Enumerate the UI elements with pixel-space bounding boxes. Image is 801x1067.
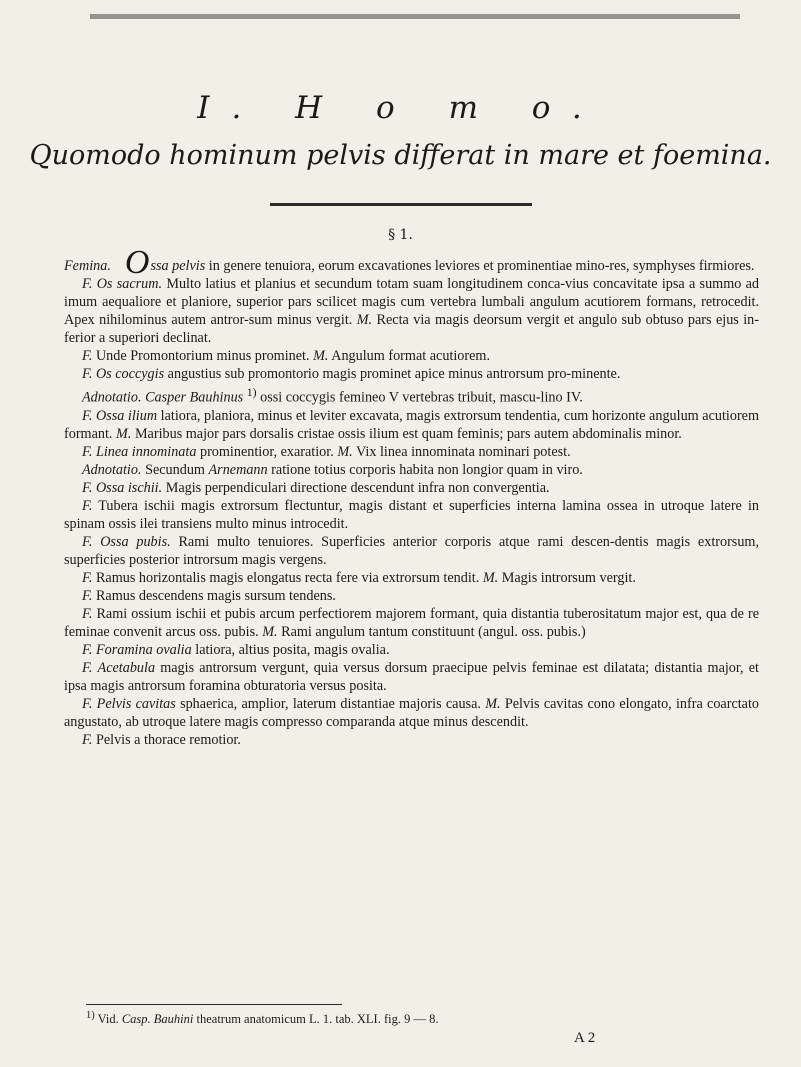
text-run: Rami angulum tantum constituunt (angul. oss. pubis.) xyxy=(277,623,586,640)
sex-marker: F. xyxy=(82,348,93,364)
top-rule xyxy=(90,14,740,19)
text-run: angustius sub promontorio magis prominet apice minus antrorsum pro-minente. xyxy=(164,366,621,382)
sex-marker: F. xyxy=(82,443,93,460)
sex-marker: M. xyxy=(356,312,373,328)
drop-cap: O xyxy=(124,244,150,281)
footnote-author: Casp. Bauhini xyxy=(121,1012,194,1027)
term-label: Acetabula xyxy=(97,659,156,676)
sex-marker: F. xyxy=(82,659,93,676)
footnote-ref: 1) xyxy=(246,385,257,399)
sex-marker: M. xyxy=(262,623,278,640)
paragraph xyxy=(64,275,759,347)
annotation-label: Adnotatio. xyxy=(82,389,142,406)
text-run: Rami ossium ischii et pubis arcum perfectiorem majorem formant, quia distantia tuberositatum major est, qua de re feminae convenit arcus oss. pubis. xyxy=(64,605,759,640)
sex-marker: F. xyxy=(82,587,93,604)
page-title: I. H o m o. xyxy=(197,90,604,126)
text-run: Pelvis a thorace remotior. xyxy=(92,731,241,748)
term-label: Os sacrum. xyxy=(96,276,163,292)
paragraph xyxy=(64,443,759,461)
sex-marker: M. xyxy=(116,425,132,442)
paragraph xyxy=(64,407,759,443)
section-number: § 1. xyxy=(388,227,413,243)
footnote xyxy=(86,1010,756,1027)
sex-marker: F. xyxy=(82,533,93,550)
term-label: ssa pelvis xyxy=(150,258,206,274)
sex-marker: F. xyxy=(82,641,93,658)
text-run: Multo latius et planius et secundum totam suam longitudinem conca-vius concavitate ipsa a summo ad imum aequaliore et planiore, superior pars scilicet magis cum vertebra lumbali angulum acutiorem formans, retrocedit. Apex nihilominus autem antror-sum minus vergit. xyxy=(64,276,760,328)
paragraph xyxy=(64,641,759,659)
paragraph xyxy=(64,605,759,641)
sex-marker: M. xyxy=(485,695,501,712)
paragraph xyxy=(64,695,759,731)
term-label: Foramina ovalia xyxy=(95,641,192,658)
paragraph xyxy=(64,365,759,383)
paragraph xyxy=(64,569,759,587)
text-run: Maribus major pars dorsalis cristae ossis ilium est quam feminis; pars autem abdominalis minor. xyxy=(131,425,682,442)
paragraph xyxy=(64,347,759,365)
paragraph xyxy=(64,587,759,605)
term-label: Linea innominata xyxy=(95,443,197,460)
body-text xyxy=(64,244,760,749)
annotation-paragraph xyxy=(64,383,759,407)
text-run: ratione totius corporis habita non longior quam in viro. xyxy=(267,461,583,478)
text-run: ossi coccygis femineo V vertebras tribuit, mascu-lino IV. xyxy=(256,389,583,406)
annotation-label: Adnotatio. xyxy=(82,461,142,478)
text-run: Angulum format acutiorem. xyxy=(328,348,490,364)
footnote-text: theatrum anatomicum L. 1. tab. XLI. fig. 9 — 8. xyxy=(193,1012,439,1027)
sex-marker: F. xyxy=(82,731,93,748)
page-subtitle: Quomodo hominum pelvis differat in mare et foemina. xyxy=(29,140,772,171)
paragraph xyxy=(64,244,759,281)
text-run: Tubera ischii magis extrorsum flectuntur, magis distant et superficies interna lamina ossea in utroque latere in spinam ossis ilei transiens multo minus introcedit. xyxy=(64,497,759,532)
sex-marker: F. xyxy=(82,276,93,292)
paragraph xyxy=(64,659,759,695)
signature-mark: A 2 xyxy=(574,1030,596,1046)
text-run: latiora, planiora, minus et leviter excavata, magis extrorsum tendentia, cum horizonte angulum acutiorem formant. xyxy=(64,407,760,442)
term-label: Ossa ilium xyxy=(95,407,158,424)
text-run: sphaerica, amplior, laterum distantiae majoris causa. xyxy=(175,695,481,712)
text-run: Rami multo tenuiores. Superficies anterior corporis atque rami descen-dentis magis extrorsum, superficies posterior introrsum magis vergens. xyxy=(64,533,759,568)
sex-marker: F. xyxy=(82,407,93,424)
paragraph xyxy=(64,497,759,533)
sex-marker: F. xyxy=(82,479,93,496)
paragraph xyxy=(64,731,759,749)
term-label: Ossa ischii. xyxy=(95,479,163,496)
text-run: Magis introrsum vergit. xyxy=(498,569,636,586)
paragraph xyxy=(64,533,759,569)
text-run: Recta via magis deorsum vergit et angulo sub obtuso pars ejus in-ferior a superiori declinat. xyxy=(64,312,759,346)
sex-marker: F. xyxy=(82,569,93,586)
sex-marker: M. xyxy=(482,569,499,586)
sex-marker: F. xyxy=(82,605,93,622)
footnote-rule xyxy=(86,1004,342,1005)
text-run: prominentior, exaratior. xyxy=(196,443,334,460)
sex-marker: M. xyxy=(337,443,353,460)
term-label: Os coccygis xyxy=(95,366,165,382)
text-run: Ramus descendens magis sursum tendens. xyxy=(92,587,336,604)
text-run: Ramus horizontalis magis elongatus recta fere via extrorsum tendit. xyxy=(92,569,480,586)
text-run: Secundum xyxy=(141,461,209,478)
cited-author: Arnemann xyxy=(208,461,268,478)
sex-marker: F. xyxy=(82,695,93,712)
sex-marker: F. xyxy=(82,366,93,382)
paragraph xyxy=(64,479,759,497)
text-run: magis antrorsum vergunt, quia versus dorsum praecipue pelvis feminae est dilatata; distantia major, et ipsa magis antrorsum foramina obturatoria versus posita. xyxy=(64,659,759,694)
footnote-mark: 1) xyxy=(86,1010,95,1021)
text-run: Vix linea innominata nominari potest. xyxy=(352,443,571,460)
text-run: Magis perpendiculari directione descendunt infra non convergentia. xyxy=(162,479,550,496)
term-label: Pelvis cavitas xyxy=(96,695,176,712)
text-run: in genere tenuiora, eorum excavationes leviores et prominentiae mino-res, symphyses firmiores. xyxy=(205,258,755,274)
text-run: Unde Promontorium minus prominet. xyxy=(92,348,310,364)
text-run: Pelvis cavitas cono elongato, infra coarctato angustato, ab utroque latere magis compresso comparanda atque minus descendit. xyxy=(64,695,760,730)
cited-author: Casper Bauhinus xyxy=(145,389,244,406)
footnote-text: Vid. xyxy=(94,1012,122,1027)
sex-marker: M. xyxy=(313,348,329,364)
text-run: latiora, altius posita, magis ovalia. xyxy=(191,641,390,658)
annotation-paragraph xyxy=(64,461,759,479)
sex-marker: F. xyxy=(82,497,93,514)
title-divider xyxy=(270,203,532,206)
term-label: Ossa pubis. xyxy=(100,533,171,550)
sex-marker: Femina. xyxy=(64,258,111,274)
